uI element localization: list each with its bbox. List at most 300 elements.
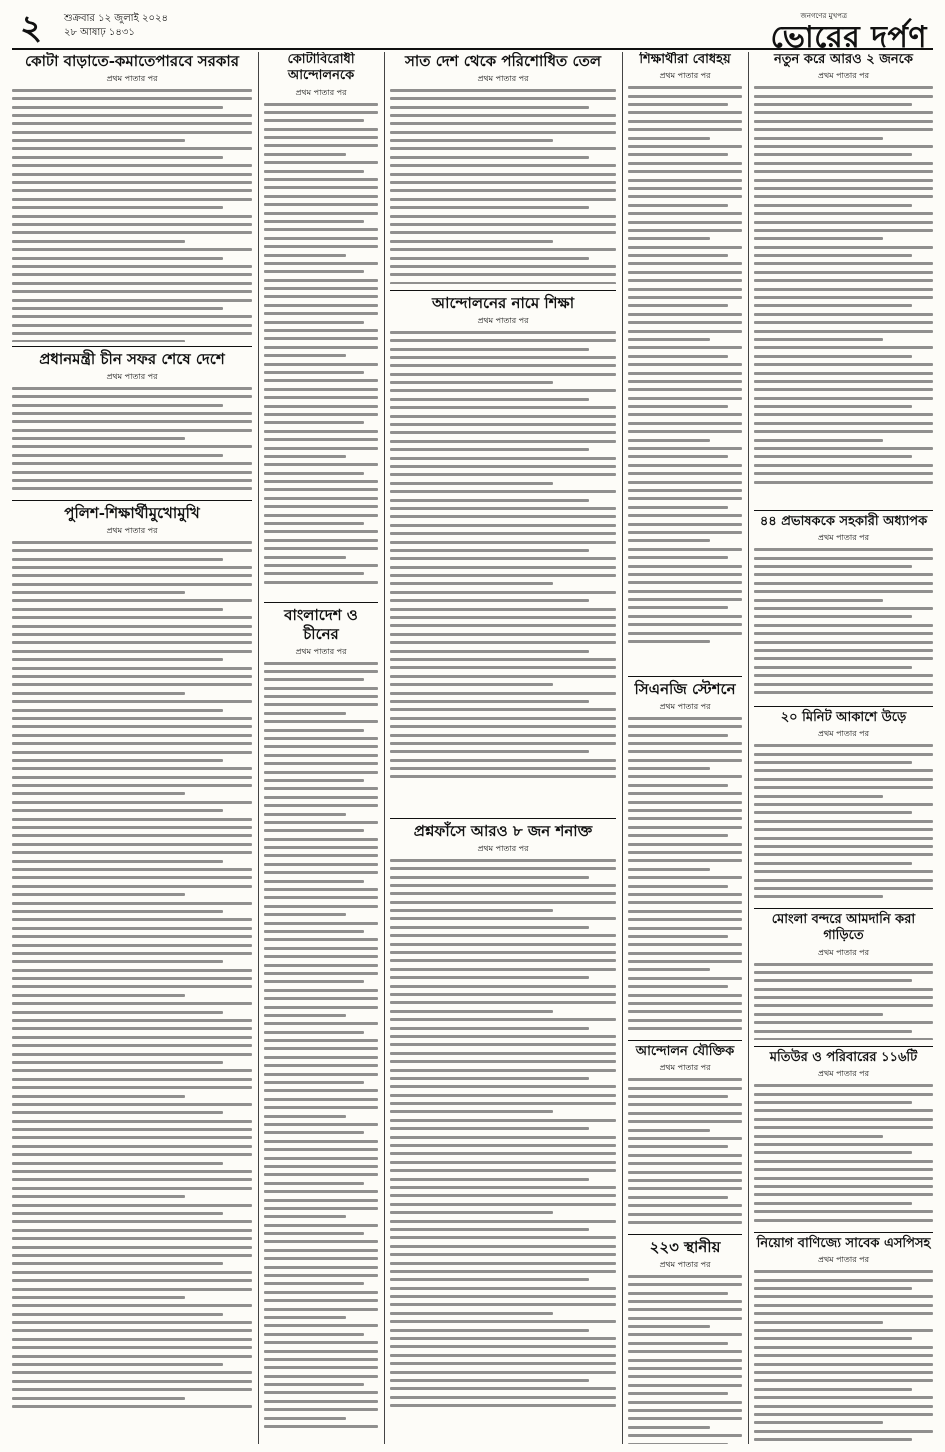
text-line (12, 173, 252, 176)
text-line (754, 632, 933, 635)
text-line (390, 348, 589, 351)
text-line (390, 1270, 616, 1273)
text-line (390, 1127, 589, 1130)
text-line (628, 784, 728, 787)
text-line (754, 691, 933, 694)
text-line (754, 845, 933, 848)
text-line (12, 429, 252, 432)
text-line (12, 851, 252, 854)
text-line (390, 951, 616, 954)
text-line (390, 901, 616, 904)
text-line (754, 1135, 883, 1138)
text-line (12, 198, 252, 201)
text-line (264, 1022, 378, 1025)
text-line (264, 1215, 346, 1218)
text-line (754, 557, 933, 560)
text-line (264, 1207, 378, 1210)
text-line (390, 1085, 616, 1088)
text-line (628, 497, 742, 500)
text-line (12, 834, 252, 837)
text-line (264, 514, 378, 517)
text-line (12, 487, 252, 490)
text-line (12, 122, 252, 125)
text-line (754, 355, 912, 358)
text-line (12, 633, 252, 636)
text-line (628, 187, 742, 190)
article-quota-movement (264, 52, 378, 592)
text-line (390, 131, 616, 134)
text-line (628, 1434, 742, 1437)
text-line (628, 103, 728, 106)
text-line (628, 1010, 742, 1013)
text-line (12, 1220, 252, 1223)
text-line (390, 189, 616, 192)
text-line (628, 288, 742, 291)
text-line (390, 364, 616, 367)
byline: প্রথম পাতার পর (477, 843, 529, 853)
text-line (264, 1199, 378, 1202)
text-line (754, 879, 933, 882)
text-line (754, 1304, 933, 1307)
text-line (628, 95, 742, 98)
text-line (628, 330, 742, 333)
text-line (754, 1126, 933, 1129)
text-line (12, 650, 252, 653)
text-line (12, 315, 252, 318)
text-line (628, 1409, 742, 1412)
text-line (754, 887, 933, 890)
text-line (754, 1396, 933, 1399)
text-line (390, 1018, 616, 1021)
text-line (628, 548, 742, 551)
text-line (628, 304, 728, 307)
text-line (390, 1203, 616, 1206)
text-line (628, 111, 742, 114)
text-line (628, 1171, 742, 1174)
date-bengali: ২৮ আষাঢ় ১৪৩১ (64, 27, 135, 38)
text-line (12, 658, 223, 661)
text-line (264, 488, 378, 491)
byline: প্রথম পাতার পর (818, 533, 869, 543)
text-line (628, 792, 742, 795)
text-line (12, 1053, 252, 1056)
text-line (390, 775, 616, 778)
text-line (628, 927, 742, 930)
text-line (628, 885, 728, 888)
text-line (12, 683, 252, 686)
text-line (12, 307, 223, 310)
text-line (12, 1027, 252, 1030)
text-line (754, 153, 912, 156)
article-mongla (754, 906, 933, 1040)
text-line (628, 1103, 742, 1106)
text-line (628, 750, 742, 753)
text-line (390, 1169, 616, 1172)
text-line (628, 1275, 742, 1278)
byline: প্রথম পাতার পর (818, 947, 869, 957)
text-line (390, 406, 616, 409)
text-line (264, 556, 346, 559)
text-line (628, 1342, 728, 1345)
headline: পুলিশ-শিক্ষার্থীমুখোমুখি (64, 504, 200, 522)
text-line (12, 725, 252, 728)
article-body (12, 387, 252, 494)
headline: কোটাবিরোধী আন্দোলনকে (287, 52, 355, 84)
text-line (628, 195, 742, 198)
text-line (390, 356, 616, 359)
text-line (264, 1274, 378, 1277)
text-line (390, 515, 616, 518)
text-line (754, 430, 933, 433)
text-line (264, 787, 378, 790)
text-line (628, 1137, 742, 1140)
text-line (264, 421, 364, 424)
text-line (12, 994, 185, 997)
article-body (390, 859, 616, 1407)
text-line (264, 136, 378, 139)
text-line (12, 1078, 252, 1081)
text-line (12, 1313, 223, 1316)
text-line (264, 997, 378, 1000)
text-line (754, 103, 912, 106)
text-line (12, 1061, 223, 1064)
text-line (12, 404, 223, 407)
text-line (390, 89, 616, 92)
text-line (264, 312, 378, 315)
text-line (264, 737, 378, 740)
text-line (628, 1375, 742, 1378)
text-line (264, 438, 378, 441)
text-line (390, 909, 553, 912)
byline: প্রথম পাতার পর (295, 87, 347, 97)
text-line (390, 532, 616, 535)
text-line (12, 1044, 252, 1047)
text-line (390, 1236, 616, 1239)
text-line (754, 778, 933, 781)
text-line (12, 139, 185, 142)
text-line (628, 581, 742, 584)
article-pm-china (12, 344, 252, 494)
text-line (12, 1178, 252, 1181)
text-line (12, 759, 223, 762)
text-line (264, 821, 378, 824)
text-line (754, 1118, 933, 1121)
text-line (12, 625, 252, 628)
text-line (12, 1120, 252, 1123)
text-line (754, 590, 933, 593)
text-line (264, 829, 364, 832)
text-line (754, 1109, 933, 1112)
text-line (754, 262, 933, 265)
text-line (390, 985, 616, 988)
text-line (390, 1010, 553, 1013)
text-line (12, 1086, 252, 1089)
text-line (12, 717, 252, 720)
text-line (12, 918, 252, 921)
text-line (390, 389, 616, 392)
text-line (264, 178, 378, 181)
article-sky-20 (754, 704, 933, 902)
text-line (390, 215, 616, 218)
text-line (628, 179, 742, 182)
text-line (754, 1210, 933, 1213)
text-line (628, 1154, 742, 1157)
byline: প্রথম পাতার পর (477, 73, 529, 83)
text-line (754, 862, 912, 865)
text-line (628, 901, 742, 904)
text-line (628, 355, 728, 358)
text-line (754, 674, 933, 677)
text-line (628, 809, 742, 812)
text-line (390, 381, 553, 384)
text-line (628, 363, 742, 366)
article-body (754, 548, 933, 694)
text-line (264, 1400, 378, 1403)
text-line (12, 944, 252, 947)
text-line (264, 1073, 378, 1076)
text-line (390, 1228, 589, 1231)
text-line (264, 111, 378, 114)
text-line (628, 801, 742, 804)
text-line (12, 709, 223, 712)
text-line (12, 876, 252, 879)
text-line (754, 346, 933, 349)
text-line (12, 114, 252, 117)
text-line (628, 120, 742, 123)
text-line (628, 1300, 742, 1303)
text-line (264, 670, 378, 673)
text-line (12, 324, 252, 327)
text-line (264, 497, 378, 500)
text-line (264, 1341, 378, 1344)
text-line (12, 1229, 252, 1232)
text-line (264, 103, 378, 106)
text-line (628, 1443, 728, 1444)
text-line (12, 767, 252, 770)
text-line (390, 968, 616, 971)
text-line (754, 1030, 912, 1033)
text-line (12, 1136, 252, 1139)
text-line (628, 1196, 728, 1199)
article-body (264, 103, 378, 584)
text-line (754, 1177, 933, 1180)
text-line (264, 1140, 378, 1143)
text-line (12, 1288, 252, 1291)
text-line (264, 1165, 378, 1168)
text-line (628, 556, 728, 559)
text-line (754, 1021, 933, 1024)
text-line (390, 1320, 616, 1323)
text-line (264, 779, 364, 782)
text-line (12, 734, 252, 737)
text-line (628, 229, 742, 232)
text-line (390, 624, 616, 627)
text-line (390, 482, 553, 485)
text-line (754, 313, 933, 316)
text-line (628, 1426, 710, 1429)
text-line (628, 1120, 742, 1123)
text-line (628, 1078, 742, 1081)
text-line (628, 1002, 742, 1005)
text-line (628, 1179, 742, 1182)
text-line (264, 447, 378, 450)
byline: প্রথম পাতার পর (818, 729, 869, 739)
text-line (264, 153, 346, 156)
text-line (390, 122, 616, 125)
text-line (390, 541, 616, 544)
text-line (754, 1354, 933, 1357)
text-line (390, 499, 589, 502)
text-line (264, 838, 378, 841)
text-line (12, 893, 185, 896)
text-line (754, 1084, 933, 1087)
text-line (264, 1064, 378, 1067)
headline: বাংলাদেশ ও চীনের (284, 606, 358, 643)
text-line (264, 813, 346, 816)
text-line (12, 1321, 252, 1324)
text-line (628, 1162, 742, 1165)
text-line (628, 170, 742, 173)
article-body (628, 86, 742, 643)
article-logical (628, 1038, 742, 1228)
column-3 (390, 52, 616, 1444)
text-line (264, 662, 378, 665)
text-line (390, 431, 616, 434)
text-line (628, 346, 742, 349)
article-oil (390, 52, 616, 284)
text-line (390, 557, 616, 560)
text-line (754, 1143, 933, 1146)
text-line (390, 1077, 589, 1080)
text-line (12, 675, 252, 678)
text-line (628, 464, 742, 467)
text-line (264, 1014, 346, 1017)
text-line (628, 775, 742, 778)
text-line (12, 969, 252, 972)
text-line (628, 1292, 728, 1295)
article-body (628, 717, 742, 1030)
text-line (264, 687, 378, 690)
article-body (264, 662, 378, 1429)
text-line (754, 170, 933, 173)
text-line (12, 1371, 252, 1374)
text-line (264, 955, 378, 958)
text-line (390, 993, 616, 996)
text-line (264, 1157, 378, 1160)
article-body (754, 86, 933, 483)
text-line (628, 145, 742, 148)
byline: প্রথম পাতার পর (659, 1063, 711, 1073)
text-line (12, 860, 223, 863)
text-line (754, 1185, 933, 1188)
article-bd-china (264, 600, 378, 1444)
text-line (390, 240, 553, 243)
text-line (628, 481, 742, 484)
text-line (754, 599, 883, 602)
article-body (628, 1275, 742, 1444)
text-line (754, 820, 933, 823)
text-line (264, 463, 378, 466)
text-line (12, 616, 252, 619)
text-line (628, 372, 742, 375)
text-line (754, 1405, 933, 1408)
text-line (12, 131, 252, 134)
text-line (264, 279, 378, 282)
text-line (390, 490, 616, 493)
text-line (12, 1002, 252, 1005)
text-line (264, 1266, 378, 1269)
text-line (628, 271, 742, 274)
text-line (390, 473, 616, 476)
text-line (754, 666, 912, 669)
text-line (628, 128, 742, 131)
text-line (754, 988, 933, 991)
text-line (12, 1363, 223, 1366)
text-line (12, 1095, 185, 1098)
text-line (264, 539, 378, 542)
byline: প্রথম পাতার পর (106, 525, 158, 535)
text-line (390, 708, 616, 711)
text-line (264, 262, 378, 265)
text-line (390, 650, 589, 653)
article-body (754, 963, 933, 1041)
text-line (628, 1401, 742, 1404)
text-line (628, 717, 742, 720)
text-line (754, 769, 933, 772)
text-line (754, 803, 933, 806)
text-line (12, 1019, 252, 1022)
text-line (390, 1102, 616, 1105)
text-line (390, 1362, 616, 1365)
text-line (264, 270, 364, 273)
text-line (12, 1405, 252, 1408)
text-line (264, 228, 378, 231)
text-line (264, 1366, 378, 1369)
text-line (754, 128, 933, 131)
text-line (264, 1006, 378, 1009)
text-line (628, 1213, 742, 1216)
text-line (754, 137, 883, 140)
text-line (390, 666, 616, 669)
text-line (628, 1308, 742, 1311)
text-line (390, 223, 616, 226)
text-line (754, 565, 912, 568)
text-line (264, 964, 378, 967)
text-line (628, 960, 742, 963)
text-line (12, 1388, 252, 1391)
text-line (12, 156, 223, 159)
text-line (12, 215, 252, 218)
text-line (754, 683, 933, 686)
text-line (628, 204, 728, 207)
text-line (754, 1202, 912, 1205)
text-line (754, 405, 912, 408)
article-motiur (754, 1044, 933, 1226)
text-line (12, 818, 252, 821)
text-line (12, 541, 252, 544)
text-line (12, 776, 252, 779)
text-line (628, 262, 742, 265)
text-line (628, 834, 728, 837)
headline: মোংলা বন্দরে আমদানি করা গাড়িতে (771, 912, 916, 944)
text-line (264, 880, 364, 883)
text-line (390, 1371, 616, 1374)
text-line (264, 472, 364, 475)
text-line (12, 558, 223, 561)
text-line (390, 1060, 616, 1063)
text-line (628, 725, 742, 728)
text-line (628, 968, 710, 971)
